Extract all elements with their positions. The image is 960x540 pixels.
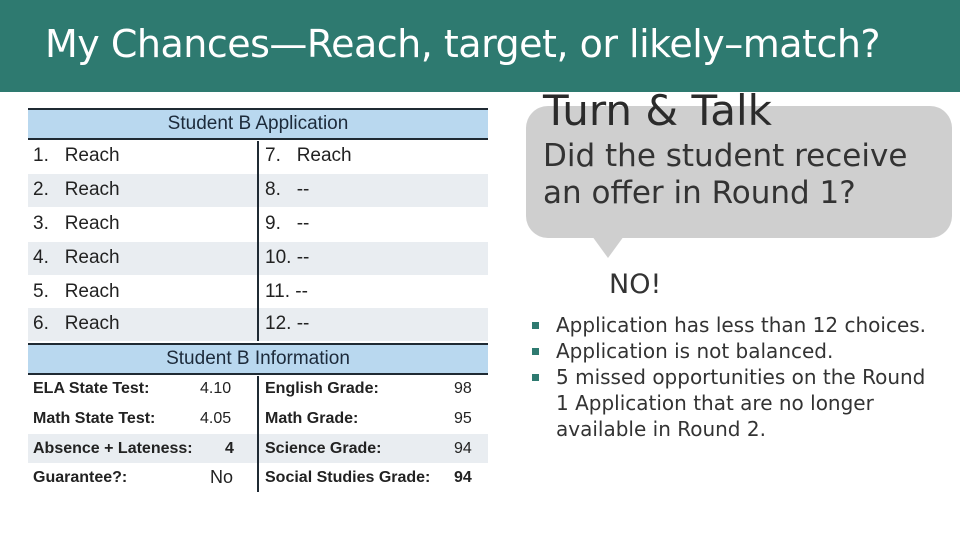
info-label: Science Grade:	[265, 440, 382, 457]
information-header: Student B Information	[28, 343, 488, 375]
choice-12: 12. --	[265, 313, 310, 334]
choice-2: 2. Reach	[33, 179, 120, 200]
info-value: 4.10	[200, 380, 232, 397]
choice-10: 10. --	[265, 247, 310, 268]
application-header: Student B Application	[28, 108, 488, 140]
info-value: No	[210, 467, 234, 487]
reason-list	[520, 312, 940, 442]
callout-question: Did the student receive an offer in Round 1?	[543, 138, 908, 211]
choice-7: 7. Reach	[265, 145, 352, 166]
slide-title: My Chances—Reach, target, or likely–match?	[45, 22, 881, 66]
choice-4: 4. Reach	[33, 247, 120, 268]
turn-talk-heading: Turn & Talk	[543, 86, 772, 135]
choice-5: 5. Reach	[33, 281, 120, 302]
bullet-square-icon	[532, 322, 539, 329]
bullet-square-icon	[532, 374, 539, 381]
choice-3: 3. Reach	[33, 213, 120, 234]
choice-9: 9. --	[265, 213, 310, 234]
info-label: Math Grade:	[265, 410, 359, 427]
info-value: 4	[225, 440, 234, 457]
title-bar	[0, 0, 960, 92]
info-label: Social Studies Grade:	[265, 469, 431, 486]
info-label: Math State Test:	[33, 410, 156, 427]
bullet-square-icon	[532, 348, 539, 355]
reason-item: Application is not balanced.	[520, 338, 940, 364]
info-value: 94	[454, 440, 472, 457]
info-value: 4.05	[200, 410, 232, 427]
info-value: 94	[454, 469, 472, 486]
callout-answer: NO!	[609, 269, 662, 300]
column-divider	[257, 141, 259, 341]
reason-item: Application has less than 12 choices.	[520, 312, 940, 338]
speech-bubble-tail	[592, 236, 624, 258]
info-value: 95	[454, 410, 472, 427]
choice-6: 6. Reach	[33, 313, 120, 334]
info-label: ELA State Test:	[33, 380, 150, 397]
info-label: English Grade:	[265, 380, 379, 397]
info-value: 98	[454, 380, 472, 397]
choice-11: 11. --	[265, 281, 308, 302]
reason-item: 5 missed opportunities on the Round 1 Application that are no longer available in Round 2.	[520, 364, 940, 442]
choice-1: 1. Reach	[33, 145, 120, 166]
info-label: Guarantee?:	[33, 469, 128, 486]
choice-8: 8. --	[265, 179, 310, 200]
info-label: Absence + Lateness:	[33, 440, 193, 457]
info-column-divider	[257, 376, 259, 492]
